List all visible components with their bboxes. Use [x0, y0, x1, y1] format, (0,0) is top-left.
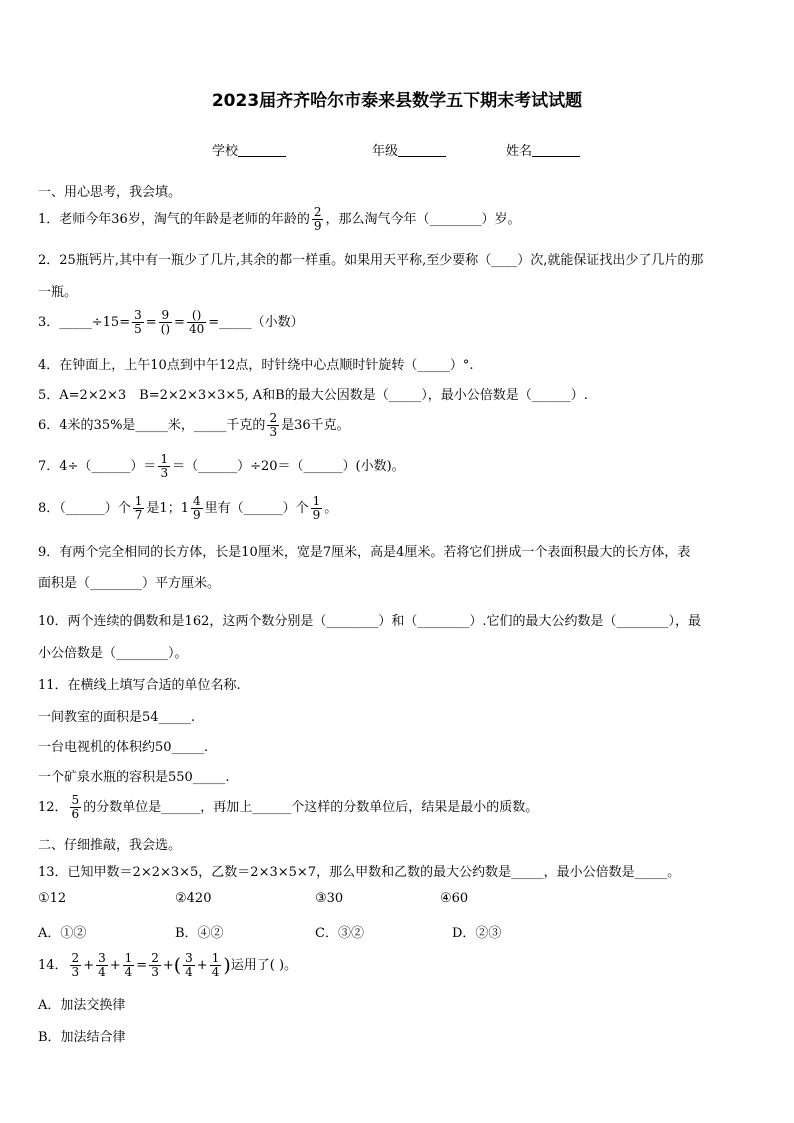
fraction: $\frac{3}{4}$ — [185, 951, 193, 979]
question-5: 5．A=2×2×3 B=2×2×3×3×5, A和B的最大公因数是（_____），最小公倍数是（______）. — [38, 388, 588, 403]
section-heading-1: 一、用心思考，我会填。 — [38, 185, 182, 200]
q13-choice-c[interactable]: C．③② — [315, 926, 364, 941]
question-11-a: 一间教室的面积是54_____. — [38, 710, 196, 725]
section-heading-2: 二、仔细推敲，我会选。 — [38, 838, 182, 853]
q14-choice-a[interactable]: A．加法交换律 — [38, 998, 126, 1013]
question-10-line1: 10．两个连续的偶数和是162，这两个数分别是（________）和（________）.它们的最大公约数是（________），最 — [38, 614, 701, 629]
question-3: 3．_____÷15= $\frac{3}{5}$ = $\frac{9}{()}$ = $\frac{()}{40}$ =_____（小数） — [38, 308, 304, 336]
fraction: $\frac{3}{5}$ — [134, 308, 142, 336]
fraction: $\frac{9}{()}$ — [160, 308, 171, 336]
question-12: 12． $\frac{5}{6}$ 的分数单位是______，再加上______个这样的分数单位后，结果是最小的质数。 — [38, 793, 539, 821]
question-11-c: 一个矿泉水瓶的容积是550_____. — [38, 770, 230, 785]
q13-item-2: ②420 — [175, 891, 212, 906]
q13-item-3: ③30 — [315, 891, 344, 906]
question-9-line1: 9．有两个完全相同的长方体，长是10厘米，宽是7厘米，高是4厘米。若将它们拼成一个表面积最大的长方体，表 — [38, 545, 691, 560]
fraction: $\frac{3}{4}$ — [98, 951, 106, 979]
school-field[interactable] — [212, 140, 286, 159]
fraction: $\frac{4}{9}$ — [192, 494, 201, 522]
question-10-line2: 小公倍数是（________）。 — [38, 646, 188, 661]
question-2-line1: 2．25瓶钙片,其中有一瓶少了几片,其余的都一样重。如果用天平称,至少要称（____）次,就能保证找出少了几片的那 — [38, 253, 704, 268]
fraction: $\frac{2}{3}$ — [269, 411, 278, 439]
q13-choice-b[interactable]: B．④② — [175, 926, 224, 941]
grade-blank[interactable] — [398, 144, 446, 157]
q13-choice-d[interactable]: D．②③ — [452, 926, 502, 941]
name-blank[interactable] — [532, 144, 580, 157]
question-9-line2: 面积是（________）平方厘米。 — [38, 576, 221, 591]
question-13-stem: 13．已知甲数＝2×2×3×5，乙数＝2×3×5×7，那么甲数和乙数的最大公约数是_____，最小公倍数是_____。 — [38, 865, 681, 880]
page-title: 2023届齐齐哈尔市泰来县数学五下期末考试试题 — [211, 91, 583, 111]
name-field[interactable] — [506, 140, 580, 159]
fraction: $\frac{1}{7}$ — [134, 494, 143, 522]
question-1: 1．老师今年36岁，淘气的年龄是老师的年龄的 $\frac{2}{9}$ ，那么淘气今年（________）岁。 — [38, 205, 521, 233]
question-14: 14． $\frac{2}{3}$ + $\frac{3}{4}$ + $\frac{1}{4}$ = $\frac{2}{3}$ +( $\frac{3}{4}$ + $\frac{1}{4}$ )运用了( )。 — [38, 951, 298, 979]
fraction: $\frac{1}{3}$ — [160, 452, 169, 480]
question-4: 4．在钟面上，上午10点到中午12点，时针绕中心点顺时针旋转（_____）°. — [38, 358, 474, 373]
fraction: $\frac{5}{6}$ — [71, 793, 80, 821]
fraction: $\frac{2}{3}$ — [71, 951, 80, 979]
q14-choice-b[interactable]: B．加法结合律 — [38, 1030, 126, 1045]
fraction: $\frac{2}{3}$ — [151, 951, 159, 979]
school-label: 学校 — [212, 144, 239, 159]
grade-field[interactable] — [372, 140, 446, 159]
fraction: $\frac{1}{4}$ — [211, 951, 220, 979]
question-6: 6．4米的35%是_____米，_____千克的 $\frac{2}{3}$ 是36千克。 — [38, 411, 350, 439]
q13-item-4: ④60 — [440, 891, 469, 906]
school-blank[interactable] — [238, 144, 286, 157]
q13-item-1: ①12 — [38, 891, 67, 906]
q13-choice-a[interactable]: A．①② — [38, 926, 87, 941]
name-label: 姓名 — [506, 144, 533, 159]
fraction: $\frac{2}{9}$ — [313, 205, 322, 233]
question-11-b: 一台电视机的体积约50_____. — [38, 740, 209, 755]
fraction: $\frac{1}{9}$ — [312, 494, 321, 522]
question-11-stem: 11．在横线上填写合适的单位名称. — [38, 678, 241, 693]
question-8: 8．（______）个 $\frac{1}{7}$ 是1；1 $\frac{4}{9}$ 里有（______）个 $\frac{1}{9}$ 。 — [38, 494, 338, 522]
fraction: $\frac{()}{40}$ — [188, 308, 205, 336]
question-7: 7．4÷（______）＝ $\frac{1}{3}$ ＝（______）÷20＝（______）(小数)。 — [38, 452, 405, 480]
fraction: $\frac{1}{4}$ — [124, 951, 133, 979]
grade-label: 年级 — [372, 144, 399, 159]
question-2-line2: 一瓶。 — [38, 285, 78, 300]
